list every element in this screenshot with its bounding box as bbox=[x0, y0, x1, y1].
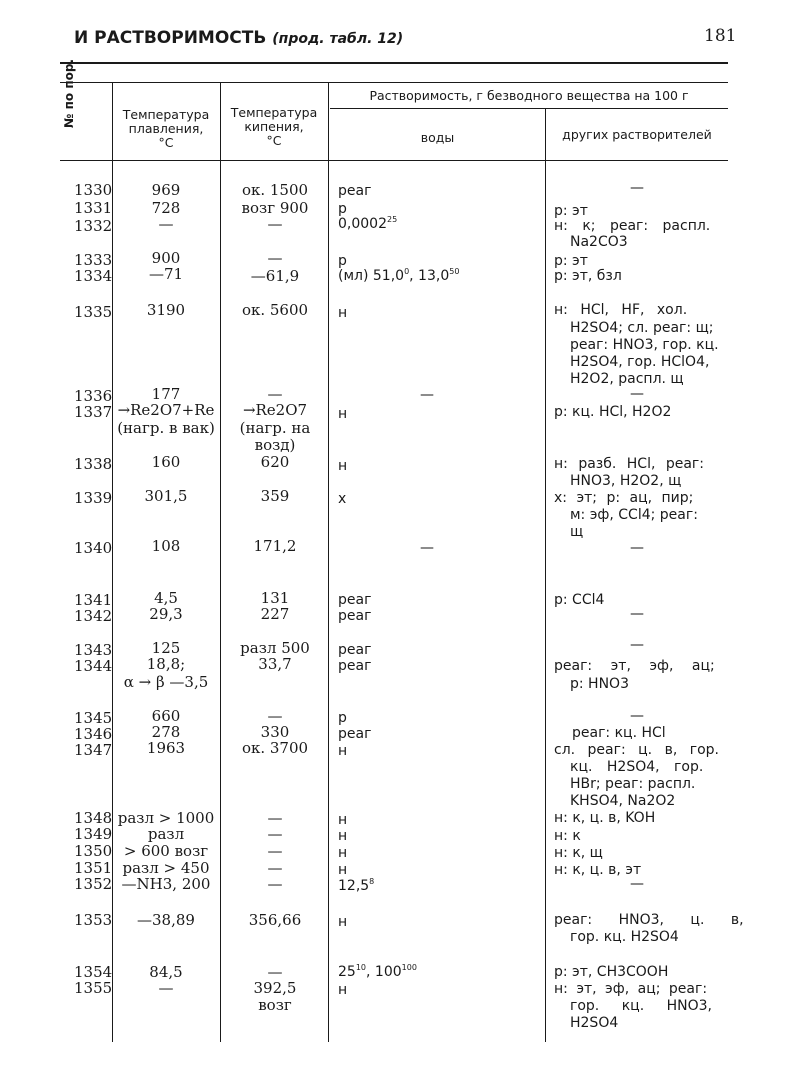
other-solubility-cont: гор. кц. H2SO4 bbox=[570, 929, 679, 945]
other-solubility: — bbox=[630, 637, 644, 653]
melting-point: 125 bbox=[151, 639, 181, 657]
other-solubility-cont: гор. кц. HNO3, bbox=[570, 998, 712, 1014]
boiling-point: — bbox=[267, 875, 283, 893]
row-number: 1346 bbox=[74, 725, 113, 743]
boiling-point: 356,66 bbox=[248, 911, 302, 929]
water-solubility: н bbox=[338, 914, 348, 930]
row-number: 1353 bbox=[74, 911, 113, 929]
water-solubility: н bbox=[338, 743, 348, 759]
boiling-point: разл 500 bbox=[240, 639, 310, 657]
row-number: 1344 bbox=[74, 657, 113, 675]
solubility-rule bbox=[330, 108, 728, 109]
col-divider-2 bbox=[220, 82, 221, 1042]
row-number: 1355 bbox=[74, 979, 113, 997]
water-solubility: реаг bbox=[338, 642, 372, 658]
boiling-point: — bbox=[267, 825, 283, 843]
water-solubility: $25^{10}$, $100^{100}$ bbox=[338, 963, 417, 980]
melting-point: →Re2O7+Re bbox=[117, 401, 215, 419]
row-number: 1340 bbox=[74, 539, 113, 557]
boiling-point: — bbox=[267, 249, 283, 267]
water-solubility: н bbox=[338, 458, 348, 474]
water-solubility: н bbox=[338, 862, 348, 878]
water-solubility: реаг bbox=[338, 658, 372, 674]
water-solubility: — bbox=[420, 387, 434, 403]
other-solubility-cont: щ bbox=[570, 524, 584, 540]
water-solubility: н bbox=[338, 812, 348, 828]
row-number: 1333 bbox=[74, 251, 113, 269]
solubility-header: Растворимость, г безводного вещества на 100 г bbox=[369, 88, 689, 103]
boiling-point: — bbox=[267, 963, 283, 981]
other-solubility-cont: кц. H2SO4, гор. bbox=[570, 759, 704, 775]
boiling-point-cont: возд) bbox=[254, 436, 296, 454]
boiling-point: — bbox=[267, 842, 283, 860]
water-solubility: р bbox=[338, 710, 347, 726]
other-solubility: р: кц. HCl, H2O2 bbox=[554, 404, 672, 420]
number-column-header: № по пор. bbox=[62, 58, 76, 128]
melting-column-header: Температура плавления, °C bbox=[122, 107, 210, 150]
other-solubility-cont: HBr; реаг: распл. bbox=[570, 776, 696, 792]
other-solubility-cont: Na2CO3 bbox=[570, 234, 628, 250]
other-solubility: реаг: HNO3, ц. в, bbox=[554, 912, 744, 928]
water-solubility: р bbox=[338, 253, 347, 269]
row-number: 1345 bbox=[74, 709, 113, 727]
water-solubility: 0,0002$^{25}$ bbox=[338, 215, 398, 232]
other-solubility-cont: м: эф, CCl4; реаг: bbox=[570, 507, 698, 523]
row-number: 1334 bbox=[74, 267, 113, 285]
other-solubility-cont: р: HNO3 bbox=[570, 676, 629, 692]
water-column-header: воды bbox=[420, 130, 455, 145]
melting-point: — bbox=[158, 979, 174, 997]
row-number: 1342 bbox=[74, 607, 113, 625]
water-solubility: реаг bbox=[338, 592, 372, 608]
boiling-point: ок. 3700 bbox=[241, 739, 309, 757]
water-solubility: реаг bbox=[338, 608, 372, 624]
row-number: 1350 bbox=[74, 842, 113, 860]
boiling-point: — bbox=[267, 385, 283, 403]
other-solubility-cont: реаг: HNO3, гор. кц. bbox=[570, 337, 719, 353]
other-solubility: р: эт bbox=[554, 203, 588, 219]
row-number: 1343 bbox=[74, 641, 113, 659]
other-solubility-cont: H2O2, распл. щ bbox=[570, 371, 684, 387]
other-solubility: н: разб. HCl, реаг: bbox=[554, 456, 705, 472]
header-rule bbox=[60, 62, 728, 64]
other-solubility: реаг: эт, эф, ац; bbox=[554, 658, 715, 674]
water-solubility: н bbox=[338, 982, 348, 998]
boiling-point: ок. 1500 bbox=[241, 181, 309, 199]
melting-point-cont: (нагр. в вак) bbox=[117, 419, 215, 437]
melting-point: 3190 bbox=[146, 301, 186, 319]
boiling-point-cont: возг bbox=[258, 996, 292, 1014]
melting-point: > 600 возг bbox=[123, 842, 209, 860]
boiling-point: 392,5 bbox=[253, 979, 297, 997]
row-number: 1341 bbox=[74, 591, 113, 609]
melting-point: 4,5 bbox=[154, 589, 178, 607]
row-number: 1332 bbox=[74, 217, 113, 235]
boiling-point: →Re2O7 bbox=[242, 401, 308, 419]
water-solubility: 12,5$^8$ bbox=[338, 877, 375, 894]
other-solubility: — bbox=[630, 708, 644, 724]
melting-point: 660 bbox=[151, 707, 181, 725]
other-solubility: х: эт; р: ац, пир; bbox=[554, 490, 694, 506]
melting-point: 969 bbox=[151, 181, 181, 199]
water-solubility: н bbox=[338, 305, 348, 321]
other-solubility: реаг: кц. HCl bbox=[572, 725, 666, 741]
melting-point: —NH3, 200 bbox=[121, 875, 211, 893]
boiling-point: 330 bbox=[260, 723, 290, 741]
melting-point: 108 bbox=[151, 537, 181, 555]
other-solubility-cont: H2SO4 bbox=[570, 1015, 619, 1031]
other-solubility: р: CCl4 bbox=[554, 592, 605, 608]
col-divider-4 bbox=[545, 108, 546, 1042]
melting-point: разл > 1000 bbox=[117, 809, 215, 827]
row-number: 1335 bbox=[74, 303, 113, 321]
other-solubility: н: к, ц. в, эт bbox=[554, 862, 642, 878]
water-solubility: — bbox=[420, 540, 434, 556]
melting-point: —38,89 bbox=[137, 911, 195, 929]
row-number: 1348 bbox=[74, 809, 113, 827]
row-number: 1347 bbox=[74, 741, 113, 759]
boiling-point: — bbox=[267, 215, 283, 233]
boiling-point: —61,9 bbox=[250, 267, 300, 285]
row-number: 1339 bbox=[74, 489, 113, 507]
page-number: 181 bbox=[704, 26, 737, 46]
other-solubility: н: эт, эф, ац; реаг: bbox=[554, 981, 708, 997]
other-solubility: — bbox=[630, 386, 644, 402]
melting-point: 728 bbox=[151, 199, 181, 217]
other-solubility: н: к; реаг: распл. bbox=[554, 218, 711, 234]
water-solubility: н bbox=[338, 828, 348, 844]
row-number: 1349 bbox=[74, 825, 113, 843]
other-solubility-cont: H2SO4; сл. реаг: щ; bbox=[570, 320, 714, 336]
water-solubility: н bbox=[338, 406, 348, 422]
row-number: 1351 bbox=[74, 859, 113, 877]
boiling-point: ок. 5600 bbox=[241, 301, 309, 319]
row-number: 1330 bbox=[74, 181, 113, 199]
melting-point: 1963 bbox=[146, 739, 186, 757]
col-divider-3 bbox=[328, 82, 329, 1042]
melting-point: 160 bbox=[151, 453, 181, 471]
other-solubility: н: HCl, HF, хол. bbox=[554, 302, 688, 318]
row-number: 1331 bbox=[74, 199, 113, 217]
other-solubility: р: эт, CH3COOH bbox=[554, 964, 669, 980]
other-solubility: н: к, щ bbox=[554, 845, 603, 861]
row-number: 1337 bbox=[74, 403, 113, 421]
other-solubility: — bbox=[630, 540, 644, 556]
melting-point: 900 bbox=[151, 249, 181, 267]
row-number: 1336 bbox=[74, 387, 113, 405]
other-solubility: — bbox=[630, 606, 644, 622]
other-solubility: н: к, ц. в, KOH bbox=[554, 810, 656, 826]
water-solubility: х bbox=[338, 491, 347, 507]
row-number: 1338 bbox=[74, 455, 113, 473]
melting-point-cont: α → β —3,5 bbox=[123, 673, 209, 691]
other-solubility-cont: H2SO4, гор. HClO4, bbox=[570, 354, 710, 370]
row-number: 1354 bbox=[74, 963, 113, 981]
other-solubility: — bbox=[630, 180, 644, 196]
melting-point: 301,5 bbox=[144, 487, 188, 505]
melting-point: — bbox=[158, 215, 174, 233]
other-solubility: — bbox=[630, 876, 644, 892]
boiling-point: 33,7 bbox=[258, 655, 292, 673]
boiling-point: 171,2 bbox=[253, 537, 297, 555]
water-solubility: р bbox=[338, 201, 347, 217]
boiling-column-header: Температура кипения, °C bbox=[230, 105, 318, 148]
melting-point: —71 bbox=[148, 265, 184, 283]
boiling-point: — bbox=[267, 859, 283, 877]
water-solubility: (мл) 51,0$^0$, 13,0$^{50}$ bbox=[338, 267, 460, 284]
other-solubility-cont: HNO3, H2O2, щ bbox=[570, 473, 682, 489]
other-solubility-cont: KHSO4, Na2O2 bbox=[570, 793, 676, 809]
boiling-point: возг 900 bbox=[241, 199, 309, 217]
water-solubility: реаг bbox=[338, 726, 372, 742]
other-solubility: сл. реаг: ц. в, гор. bbox=[554, 742, 719, 758]
melting-point: 29,3 bbox=[149, 605, 183, 623]
water-solubility: реаг bbox=[338, 183, 372, 199]
other-solubility: р: эт, бзл bbox=[554, 268, 622, 284]
melting-point: разл bbox=[147, 825, 185, 843]
table-top-rule bbox=[60, 82, 728, 83]
boiling-point: — bbox=[267, 809, 283, 827]
other-solvents-column-header: других растворителей bbox=[562, 127, 712, 142]
row-number: 1352 bbox=[74, 875, 113, 893]
continuation-note: (прод. табл. 12) bbox=[272, 31, 404, 47]
melting-point: 18,8; bbox=[146, 655, 186, 673]
melting-point: 177 bbox=[151, 385, 181, 403]
boiling-point: — bbox=[267, 707, 283, 725]
boiling-point: 131 bbox=[260, 589, 290, 607]
other-solubility: н: к bbox=[554, 828, 581, 844]
melting-point: разл > 450 bbox=[122, 859, 210, 877]
other-solubility: р: эт bbox=[554, 253, 588, 269]
water-solubility: н bbox=[338, 845, 348, 861]
boiling-point: 359 bbox=[260, 487, 290, 505]
melting-point: 278 bbox=[151, 723, 181, 741]
chapter-title: И РАСТВОРИМОСТЬ bbox=[74, 28, 267, 48]
boiling-point: 620 bbox=[260, 453, 290, 471]
running-header bbox=[74, 28, 403, 48]
table-header-bottom-rule bbox=[60, 160, 728, 161]
boiling-point: 227 bbox=[260, 605, 290, 623]
melting-point: 84,5 bbox=[149, 963, 183, 981]
boiling-point-cont: (нагр. на bbox=[239, 419, 311, 437]
